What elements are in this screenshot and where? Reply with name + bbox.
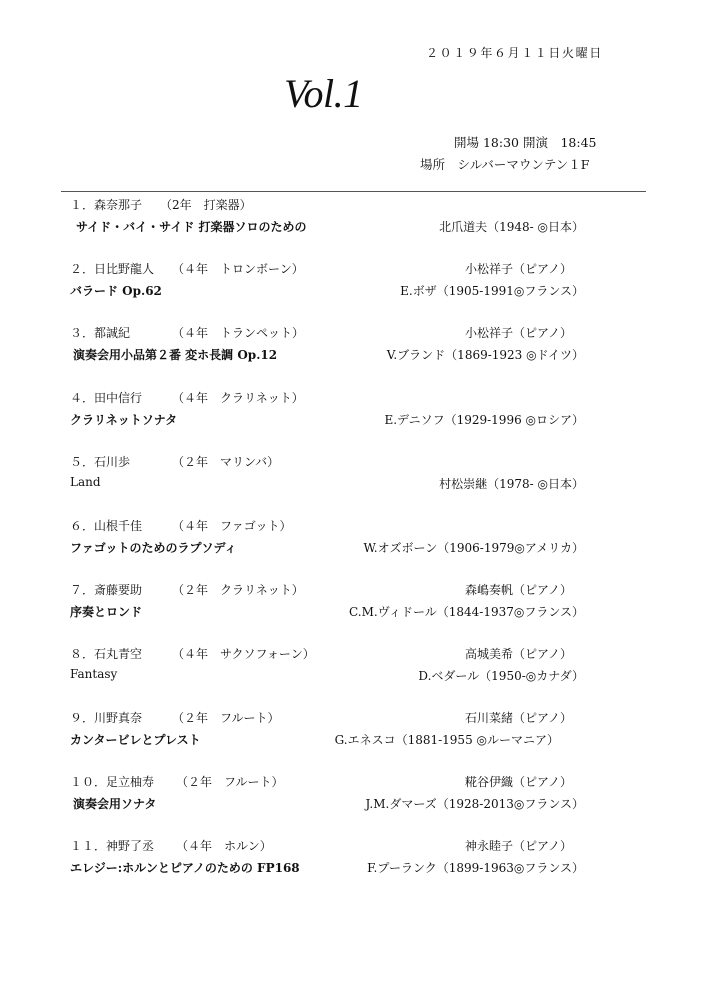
piece-title: カンタービレとプレスト <box>70 733 201 747</box>
composer-info: 村松崇継（1978- ◎日本） <box>439 477 584 491</box>
piece-title: バラード Op.62 <box>70 284 162 298</box>
performer-name: ７．斎藤要助 <box>70 583 143 597</box>
performer-name: ３．都誠紀 <box>70 326 131 340</box>
piece-title: サイド・バイ・サイド 打楽器ソロのための <box>76 220 307 234</box>
composer-info: G.エネスコ（1881-1955 ◎ルーマニア） <box>334 733 559 747</box>
performer-name: ４．田中信行 <box>70 391 143 405</box>
pianist-info: 高城美希（ピアノ） <box>464 647 572 661</box>
year-instrument: （2年 打楽器） <box>160 198 252 212</box>
composer-info: E.デニソフ（1929-1996 ◎ロシア） <box>384 413 584 427</box>
performer-line <box>70 709 280 726</box>
composer-info: F.プーランク（1899-1963◎フランス） <box>367 861 584 875</box>
year-instrument: （４年 トランペット） <box>172 326 305 340</box>
page-title: Vol.1 <box>284 71 363 116</box>
year-instrument: （２年 マリンバ） <box>172 455 280 469</box>
performer-line <box>70 645 315 662</box>
performer-line <box>70 517 292 534</box>
composer-info: W.オズボーン（1906-1979◎アメリカ） <box>363 541 584 555</box>
performer-line <box>70 581 304 598</box>
performer-line <box>70 389 304 406</box>
piece-title: 序奏とロンド <box>70 605 143 619</box>
piece-title: 演奏会用小品第２番 変ホ長調 Op.12 <box>73 348 278 362</box>
pianist-info: 小松祥子（ピアノ） <box>464 262 572 276</box>
piece-title: Land <box>70 475 101 489</box>
composer-info: J.M.ダマーズ（1928-2013◎フランス） <box>365 797 584 811</box>
pianist-info: 石川菜緒（ピアノ） <box>464 711 572 725</box>
program-entry <box>0 324 707 374</box>
performer-name: ８．石丸青空 <box>70 647 143 661</box>
year-instrument: （４年 サクソフォーン） <box>172 647 315 661</box>
program-entry <box>0 196 707 246</box>
pianist-info: 森嶋奏帆（ピアノ） <box>464 583 572 597</box>
composer-info: V.ブランド（1869-1923 ◎ドイツ） <box>386 348 584 362</box>
program-entry <box>0 773 707 823</box>
composer-info: D.ベダール（1950-◎カナダ） <box>418 669 584 683</box>
program-entry <box>0 453 707 503</box>
venue-line: 場所 シルバーマウンテン１F <box>420 157 590 172</box>
year-instrument: （２年 フルート） <box>176 775 284 789</box>
performer-line <box>70 260 304 277</box>
pianist-info: 神永睦子（ピアノ） <box>464 839 572 853</box>
year-instrument: （４年 クラリネット） <box>172 391 304 405</box>
performer-line <box>70 324 304 341</box>
performer-name: ５．石川歩 <box>70 455 131 469</box>
piece-title: エレジー:ホルンとピアノのための FP168 <box>70 861 300 875</box>
year-instrument: （２年 クラリネット） <box>172 583 304 597</box>
performer-name: １１．神野了丞 <box>70 839 155 853</box>
pianist-info: 糀谷伊織（ピアノ） <box>464 775 572 789</box>
divider <box>61 191 646 192</box>
performer-name: １０．足立柚寿 <box>70 775 155 789</box>
performer-line <box>70 773 284 790</box>
pianist-info: 小松祥子（ピアノ） <box>464 326 572 340</box>
performer-name: ２．日比野龍人 <box>70 262 155 276</box>
composer-info: E.ボザ（1905-1991◎フランス） <box>400 284 584 298</box>
program-entry <box>0 581 707 631</box>
program-entry <box>0 389 707 439</box>
program-entry <box>0 260 707 310</box>
program-entry <box>0 517 707 567</box>
year-instrument: （４年 ホルン） <box>176 839 272 853</box>
piece-title: Fantasy <box>70 667 118 681</box>
program-entry <box>0 645 707 695</box>
year-instrument: （４年 トロンボーン） <box>172 262 304 276</box>
year-instrument: （４年 ファゴット） <box>172 519 292 533</box>
performer-line <box>70 196 252 213</box>
performer-name: １．森奈那子 <box>70 198 143 212</box>
program-entry <box>0 837 707 887</box>
program-entry <box>0 709 707 759</box>
performer-line <box>70 837 272 854</box>
piece-title: ファゴットのためのラプソディ <box>70 541 237 555</box>
composer-info: C.M.ヴィドール（1844-1937◎フランス） <box>349 605 584 619</box>
time-line: 開場 18:30 開演 18:45 <box>454 135 597 150</box>
composer-info: 北爪道夫（1948- ◎日本） <box>439 220 584 234</box>
date-line: ２０１９年６月１１日火曜日 <box>426 46 603 60</box>
year-instrument: （２年 フルート） <box>172 711 280 725</box>
piece-title: クラリネットソナタ <box>70 413 178 427</box>
performer-name: ９．川野真奈 <box>70 711 143 725</box>
performer-name: ６．山根千佳 <box>70 519 143 533</box>
piece-title: 演奏会用ソナタ <box>73 797 157 811</box>
performer-line <box>70 453 279 470</box>
